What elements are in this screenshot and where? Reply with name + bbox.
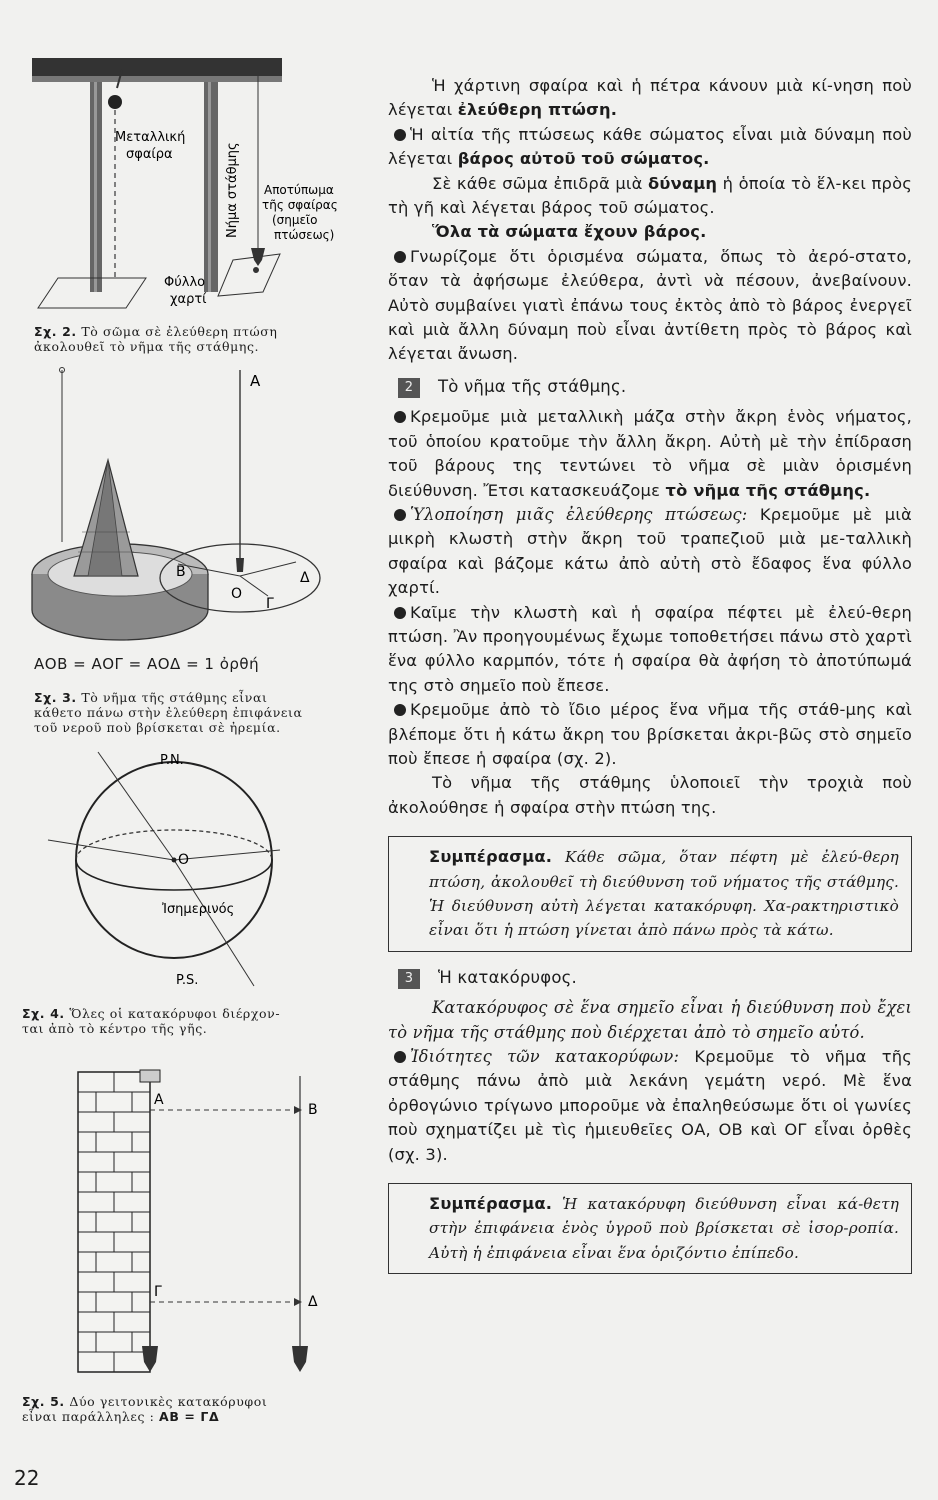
p7-text: Κρεμοῦμε μὲ μιὰ μικρὴ κλωστὴ στὴν ἄκρη τοῦ τραπεζιοῦ μιὰ με-ταλλικὴ σφαίρα καὶ βάζομε κάτω ἀπὸ αὐτὴ στὸ ἔδαφος ἕνα φύλλο χαρτί. [388, 504, 912, 598]
figure-3-plumb-over-water [18, 362, 358, 642]
fig3-label-o: Ο [231, 586, 243, 602]
fig2-caption-line-2: ἀκολουθεῖ τὸ νῆμα τῆς στάθμης. [34, 339, 260, 354]
p12-text: Κρεμοῦμε τὸ νῆμα τῆς στάθμης πάνω ἀπὸ μιὰ λεκάνη γεμάτη νερό. Μὲ ἕνα ὀρθογώνιο τρίγωνο μποροῦμε νὰ ἐπαληθεύσωμε ὅτι οἱ γωνίες ποὺ σχηματίζει μὲ τὶς ἡμιευθεῖες ΟΑ, ΟΒ καὶ ΟΓ εἶναι ὀρθὲς (σχ. 3). [388, 1047, 912, 1164]
conclusion-1-label: Συμπέρασμα. [429, 847, 553, 867]
term-weight: βάρος αὐτοῦ τοῦ σώματος. [457, 149, 710, 169]
fig3-angles-equation: ΑΟΒ = ΑΟΓ = ΑΟΔ = 1 ὀρθή [34, 655, 260, 673]
fig3-label-g: Γ [266, 596, 274, 612]
paragraph-trajectory: Τὸ νῆμα τῆς στάθμης ὑλοποιεῖ τὴν τροχιὰ ποὺ ἀκολούθησε ἡ σφαίρα στὴν πτώση της. [388, 773, 912, 817]
paragraph-experiment [388, 503, 912, 601]
fig2-label-print-1: Αποτύπωμα [264, 183, 334, 197]
bullet-icon [394, 704, 406, 716]
p1-text: Ἡ χάρτινη σφαίρα καὶ ἡ πέτρα κάνουν μιὰ κί-νηση ποὺ λέγεται [388, 76, 912, 120]
figure-3-caption [34, 690, 354, 735]
fig3-caption-line-2: κάθετο πάνω στὴν ἐλεύθερη ἐπιφάνεια [34, 705, 303, 720]
paragraph-burn-thread [388, 601, 912, 699]
conclusion-1-text: Κάθε σῶμα, ὅταν πέφτη μὲ ἐλεύ-θερη πτώση, ἀκολουθεῖ τὴ διεύθυνση τοῦ νήματος τῆς στάθμης. Ἡ διεύθυνση αὐτὴ λέγεται κατακόρυφη. Χα-ρακτηριστικὸ εἶναι ὅτι ἡ πτώση γίνεται ἀπὸ πάνω πρὸς τὰ κάτω. [429, 848, 899, 940]
figure-5-caption [22, 1394, 352, 1424]
fig3-caption-num: Σχ. 3. [34, 690, 77, 705]
section-3-heading [398, 966, 912, 990]
fig3-label-a: Α [250, 372, 261, 390]
fig2-label-sphere-1: Μεταλλική [115, 130, 186, 145]
bullet-icon [394, 607, 406, 619]
p8-text: Καῖμε τὴν κλωστὴ καὶ ἡ σφαίρα πέφτει μὲ ἐλεύ-θερη πτώση. Ἂν προηγουμένως ἔχωμε τοποθετήσει πάνω στὸ χαρτὶ ἕνα φύλλο καρμπόν, τότε ἡ σφαίρα θὰ ἀφήση τὸ ἀποτύπωμά της στὸ σημεῖο ποὺ ἔπεσε. [388, 602, 912, 695]
statement-all-bodies-have-weight: Ὅλα τὰ σώματα ἔχουν βάρος. [432, 222, 707, 242]
bullet-icon [394, 411, 406, 423]
figure-2-caption [34, 324, 354, 354]
fig2-label-paper-2: χαρτί [170, 292, 207, 307]
fig2-label-print-2: τῆς σφαίρας [262, 198, 338, 212]
fig5-label-b: Β [308, 1102, 318, 1118]
p7-italic-lead: Ὑλοποίηση μιᾶς ἐλεύθερης πτώσεως: [410, 504, 748, 524]
p9-text: Κρεμοῦμε ἀπὸ τὸ ἴδιο μέρος ἕνα νῆμα τῆς στάθ-μης καὶ βλέπομε ὅτι ἡ κάτω ἄκρη του βρίσκεται ἀκρι-βῶς στὸ σημεῖο ποὺ ἔπεσε ἡ σφαίρα (σχ. 2). [388, 700, 912, 768]
paragraph-properties [388, 1045, 912, 1167]
p3-text-a: Σὲ κάθε σῶμα ἐπιδρᾶ μιὰ [432, 173, 648, 193]
fig3-caption-line-3: τοῦ νεροῦ ποὺ βρίσκεται σὲ ἠρεμία. [34, 720, 281, 735]
page-number: 22 [14, 1466, 40, 1490]
bullet-icon [394, 1051, 406, 1063]
fig2-label-paper-1: Φύλλο [164, 275, 206, 290]
fig3-label-d: Δ [300, 570, 310, 586]
definition-vertical: Κατακόρυφος σὲ ἕνα σημεῖο εἶναι ἡ διεύθυνση ποὺ ἔχει τὸ νῆμα τῆς στάθμης ποὺ διέρχεται ἀπὸ τὸ σημεῖο αὐτό. [388, 998, 912, 1042]
fig2-label-sphere-2: σφαίρα [126, 147, 173, 162]
fig5-caption-line-2: εἶναι παράλληλες : [22, 1409, 155, 1424]
figure-4-earth-verticals [18, 748, 358, 998]
main-text-column [388, 74, 912, 1288]
paragraph-hang-plumb [388, 698, 912, 771]
term-force: δύναμη [648, 173, 718, 193]
fig4-label-ps: P.S. [176, 973, 199, 988]
fig5-caption-line-1: Δύο γειτονικὲς κατακόρυφοι [69, 1394, 268, 1409]
fig5-caption-num: Σχ. 5. [22, 1394, 65, 1409]
fig3-caption-line-1: Τὸ νῆμα τῆς στάθμης εἶναι [81, 690, 268, 705]
fig2-label-print-4: πτώσεως) [274, 228, 335, 242]
section-2-heading [398, 375, 912, 399]
paragraph-plumb-line [388, 405, 912, 503]
fig5-label-d: Δ [308, 1294, 318, 1310]
bullet-icon [394, 509, 406, 521]
paragraph-weight-cause [388, 123, 912, 172]
fig4-caption-line-1: Ὅλες οἱ κατακόρυφοι διέρχον- [69, 1006, 281, 1021]
fig4-label-pn: P.N. [160, 753, 184, 768]
figure-5-parallel-verticals [18, 1062, 358, 1382]
fig2-caption-num: Σχ. 2. [34, 324, 77, 339]
fig5-label-a: Α [154, 1092, 164, 1108]
fig3-label-b: Β [176, 564, 186, 580]
p5-text: Γνωρίζομε ὅτι ὁρισμένα σώματα, ὅπως τὸ ἀερό-στατο, ὅταν τὰ ἀφήσωμε ἐλεύθερα, ἀντὶ νὰ πέσουν, ἀνεβαίνουν. Αὐτὸ συμβαίνει γιατὶ ἐπάνω τους ἐκτὸς ἀπὸ τὸ βάρος ἐνεργεῖ καὶ μιὰ ἄλλη δύναμη ποὺ εἶναι ἀντίθετη πρὸς τὸ βάρος καὶ λέγεται ἄνωση. [388, 246, 912, 364]
paragraph-buoyancy [388, 245, 912, 367]
conclusion-2-label: Συμπέρασμα. [429, 1194, 553, 1214]
conclusion-box-1 [388, 836, 912, 952]
paragraph-force [388, 172, 912, 221]
bullet-icon [394, 129, 406, 141]
fig4-caption-num: Σχ. 4. [22, 1006, 65, 1021]
paragraph-free-fall [388, 74, 912, 123]
term-free-fall: ἐλεύθερη πτώση. [457, 100, 618, 120]
fig5-label-g: Γ [154, 1284, 162, 1300]
section-2-number: 2 [398, 378, 420, 398]
figure-4-caption [22, 1006, 352, 1036]
p6-text: Κρεμοῦμε μιὰ μεταλλικὴ μάζα στὴν ἄκρη ἑνὸς νήματος, τοῦ ὁποίου κρατοῦμε τὴν ἄλλη ἄκρη. Αὐτὴ μὲ τὴν ἐπίδραση τοῦ βάρους της τεντώνει τὸ νῆμα σὲ μιὰν ὁρισμένη διεύθυνση. Ἔτσι κατασκευάζομε [388, 407, 912, 500]
fig5-caption-equation: ΑΒ = ΓΔ [159, 1409, 220, 1424]
section-2-title: Τὸ νῆμα τῆς στάθμης. [438, 376, 627, 396]
fig2-label-print-3: (σημεῖο [272, 213, 318, 227]
term-plumb-line: τὸ νῆμα τῆς στάθμης. [665, 480, 871, 500]
p3-text-c: ἡ ὁποία τὸ ἕλ-κει πρὸς τὴ γῆ καὶ λέγεται βάρος τοῦ σώματος. [388, 173, 912, 218]
bullet-icon [394, 251, 406, 263]
p2-text: Ἡ αἰτία τῆς πτώσεως κάθε σώματος εἶναι μιὰ δύναμη ποὺ λέγεται [388, 124, 912, 169]
fig4-label-o: Ο [178, 852, 190, 868]
fig4-caption-line-2: ται ἀπὸ τὸ κέντρο τῆς γῆς. [22, 1021, 208, 1036]
fig2-caption-line-1: Τὸ σῶμα σὲ ἐλεύθερη πτώση [81, 324, 278, 339]
fig4-label-equator: Ἰσημερινός [162, 902, 235, 917]
section-3-number: 3 [398, 969, 420, 989]
p12-italic-lead: Ἰδιότητες τῶν κατακορύφων: [410, 1047, 680, 1067]
conclusion-box-2 [388, 1183, 912, 1274]
fig2-label-plumb-line: Νήμα στάθμης [225, 142, 240, 238]
conclusion-2-text: Ἡ κατακόρυφη διεύθυνση εἶναι κά-θετη στὴν ἐπιφάνεια ἑνὸς ὑγροῦ ποὺ βρίσκεται σὲ ἰσορ-ροπία. Αὐτὴ ἡ ἐπιφάνεια εἶναι ἕνα ὁριζόντιο ἐπίπεδο. [429, 1195, 899, 1262]
section-3-title: Ἡ κατακόρυφος. [438, 967, 577, 987]
figure-2-free-fall [18, 48, 358, 318]
